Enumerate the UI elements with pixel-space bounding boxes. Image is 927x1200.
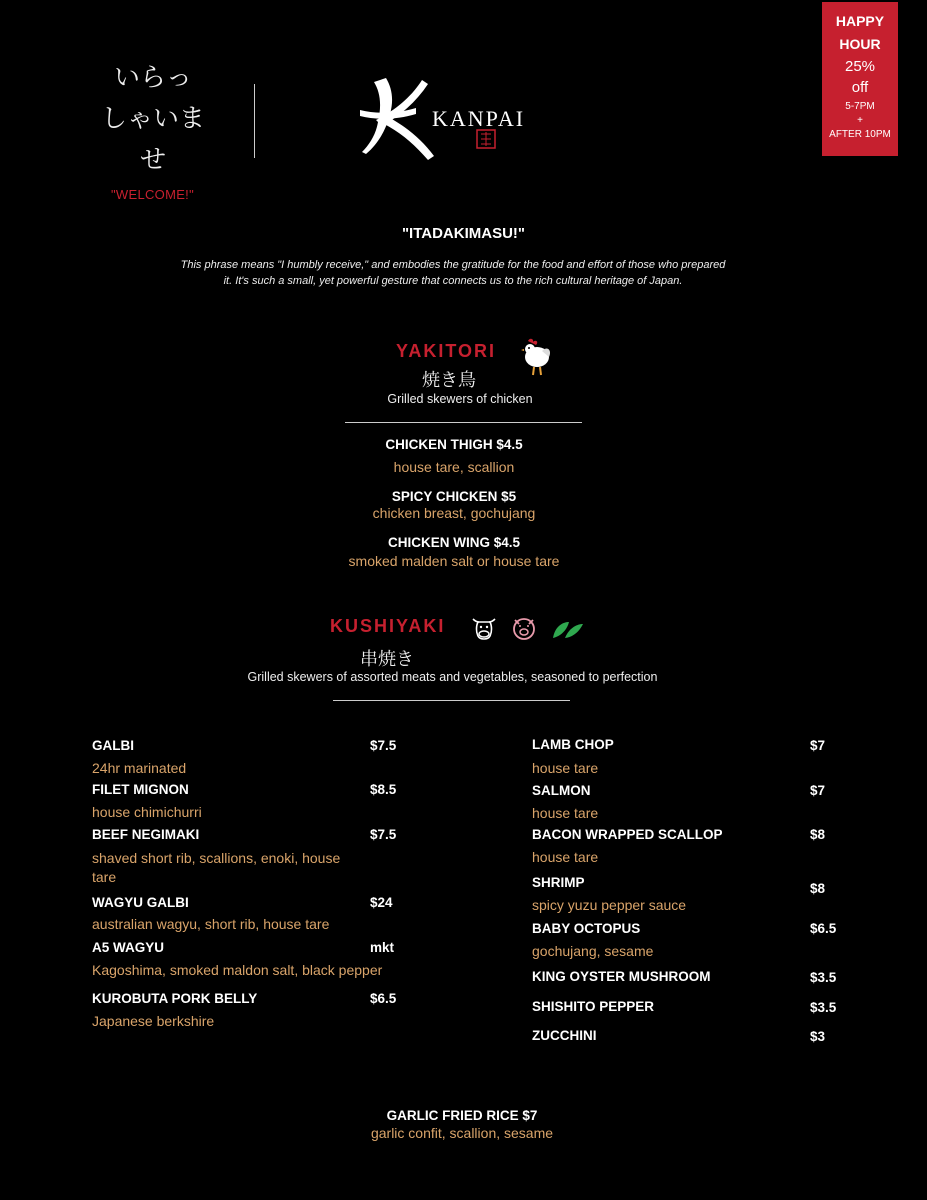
- yakitori-item-desc: chicken breast, gochujang: [372, 505, 536, 521]
- menu-item-price: $3.5: [810, 970, 837, 985]
- welcome-jp-line-2: しゃいま: [100, 104, 205, 134]
- menu-item-name: LAMB CHOP: [532, 737, 614, 752]
- yakitori-japanese: 焼き鳥: [422, 370, 476, 391]
- menu-item-desc: gochujang, sesame: [532, 943, 654, 959]
- menu-item-price: $8: [810, 827, 826, 842]
- pig-icon: [510, 615, 538, 646]
- logo-text: KANPAI: [432, 106, 526, 131]
- intro-text: This phrase means "I humbly receive," and embodies the gratitude for the food and effort of those who prepared it. It's such a small, yet powerful gesture that connects us to the rich cultural heritage of Japan.: [180, 259, 726, 287]
- welcome-jp-line-1: いらっ: [113, 63, 192, 93]
- menu-item-desc: Kagoshima, smoked maldon salt, black pepper: [92, 962, 383, 978]
- kushiyaki-title: KUSHIYAKI: [330, 616, 446, 636]
- menu-item-price: $8.5: [370, 782, 397, 797]
- happy-hour-line1: HAPPY: [835, 13, 885, 29]
- kanpai-logo: [356, 74, 556, 166]
- garlic-fried-rice-item: [262, 1108, 662, 1141]
- happy-hour-time2: AFTER 10PM: [829, 129, 891, 140]
- happy-hour-plus: +: [857, 115, 863, 126]
- menu-item-name: SALMON: [532, 783, 591, 798]
- happy-hour-discount: 25%: [844, 58, 876, 75]
- yakitori-item: [254, 437, 654, 475]
- yakitori-item: [254, 535, 654, 569]
- menu-item-name: A5 WAGYU: [92, 940, 165, 955]
- menu-item-desc: shaved short rib, scallions, enoki, house tare: [92, 850, 341, 885]
- yakitori-divider: [345, 422, 582, 423]
- yakitori-item-desc: smoked malden salt or house tare: [348, 553, 560, 569]
- menu-item-price: $24: [370, 895, 393, 910]
- menu-item-name: SHRIMP: [532, 875, 585, 890]
- kushiyaki-divider: [333, 700, 570, 701]
- menu-item-name: BACON WRAPPED SCALLOP: [532, 827, 723, 842]
- menu-item-name: SHISHITO PEPPER: [532, 999, 655, 1014]
- chicken-icon: [520, 337, 554, 382]
- menu-item-name: FILET MIGNON: [92, 782, 189, 797]
- menu-item-price: $7: [810, 783, 826, 798]
- menu-item-desc: spicy yuzu pepper sauce: [532, 897, 687, 913]
- leaf-icon: [551, 618, 585, 645]
- cow-icon: [470, 614, 498, 647]
- menu-item-price: $6.5: [370, 991, 397, 1006]
- yakitori-item-name: SPICY CHICKEN $5: [391, 489, 517, 504]
- menu-item-desc: house chimichurri: [92, 804, 202, 820]
- menu-item-price: $7.5: [370, 738, 397, 753]
- menu-item-price: mkt: [370, 940, 395, 955]
- happy-hour-time1: 5-7PM: [845, 101, 875, 112]
- extra-item-desc: garlic confit, scallion, sesame: [370, 1125, 554, 1141]
- menu-item-price: $7: [810, 738, 826, 753]
- happy-hour-discount-suffix: off: [851, 79, 869, 96]
- header-divider: [254, 84, 255, 158]
- menu-item-name: GALBI: [92, 738, 134, 753]
- menu-item-name: WAGYU GALBI: [92, 895, 189, 910]
- menu-item-name: ZUCCHINI: [532, 1028, 597, 1043]
- welcome-japanese: [88, 58, 218, 181]
- menu-item-desc: house tare: [532, 849, 599, 865]
- yakitori-item-name: CHICKEN WING $4.5: [387, 535, 521, 550]
- menu-item-price: $7.5: [370, 827, 397, 842]
- menu-item-desc: house tare: [532, 805, 599, 821]
- menu-item-desc: 24hr marinated: [92, 760, 187, 776]
- extra-item-name: GARLIC FRIED RICE $7: [386, 1108, 538, 1123]
- happy-hour-line2: HOUR: [839, 36, 881, 52]
- yakitori-title: YAKITORI: [396, 341, 497, 361]
- kushiyaki-description: Grilled skewers of assorted meats and vegetables, seasoned to perfection: [247, 670, 658, 684]
- menu-item-desc: house tare: [532, 760, 599, 776]
- menu-item-price: $6.5: [810, 921, 837, 936]
- menu-item-desc: australian wagyu, short rib, house tare: [92, 916, 330, 932]
- yakitori-description: Grilled skewers of chicken: [387, 392, 533, 406]
- menu-item-price: $3: [810, 1029, 826, 1044]
- happy-hour-badge: [822, 2, 898, 156]
- welcome-jp-line-3: せ: [139, 145, 166, 175]
- menu-item-desc: Japanese berkshire: [92, 1013, 215, 1029]
- yakitori-item-desc: house tare, scallion: [393, 459, 515, 475]
- intro-title: "ITADAKIMASU!": [401, 225, 526, 242]
- menu-item-name: BEEF NEGIMAKI: [92, 827, 200, 842]
- menu-item-name: KUROBUTA PORK BELLY: [92, 991, 258, 1006]
- menu-item-name: KING OYSTER MUSHROOM: [532, 969, 711, 984]
- yakitori-item-name: CHICKEN THIGH $4.5: [385, 437, 523, 452]
- menu-item-price: $3.5: [810, 1000, 837, 1015]
- yakitori-item: [254, 489, 654, 521]
- welcome-english: "WELCOME!": [110, 187, 194, 202]
- kushiyaki-japanese: 串焼き: [360, 649, 414, 670]
- menu-item-name: BABY OCTOPUS: [532, 921, 641, 936]
- menu-item-price: $8: [810, 881, 826, 896]
